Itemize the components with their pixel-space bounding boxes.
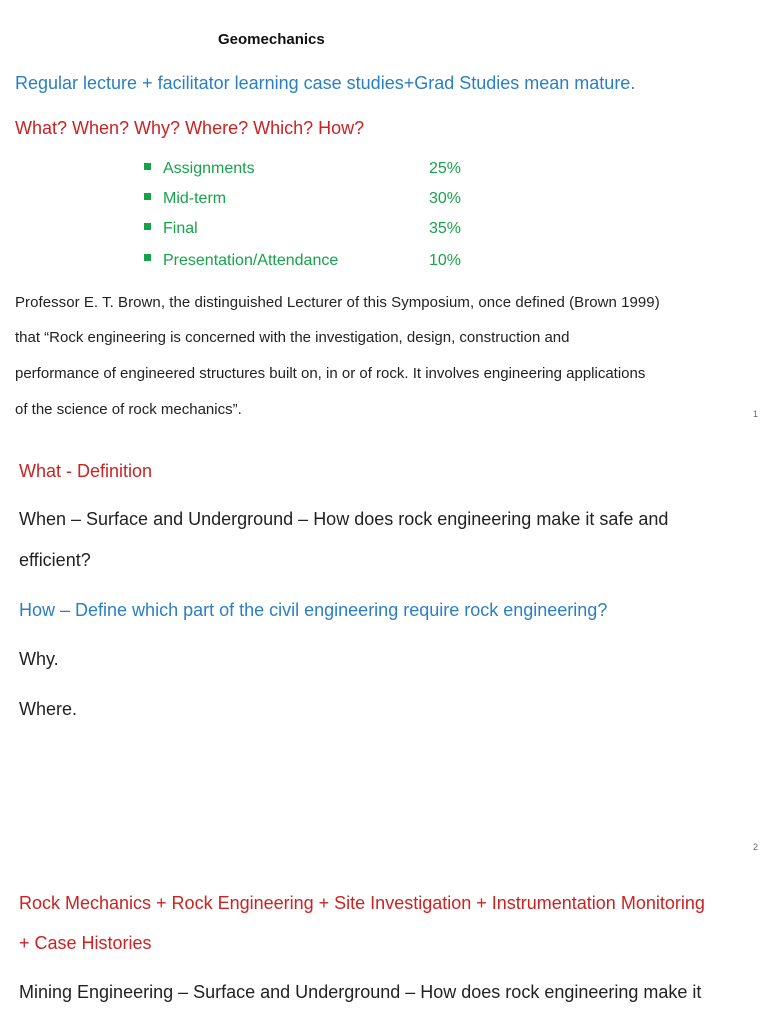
grading-label: Mid-term <box>163 190 227 207</box>
questions-line: What? When? Why? Where? Which? How? <box>15 118 365 138</box>
quote-line: performance of engineered structures built on, in or of rock. It involves engineering applications <box>15 365 646 382</box>
bullet-icon <box>144 223 151 230</box>
course-format-line: Regular lecture + facilitator learning case studies+Grad Studies mean mature. <box>15 73 636 93</box>
grading-label: Assignments <box>163 160 255 177</box>
when-line-continued: efficient? <box>19 550 91 570</box>
page-number: 1 <box>753 409 759 419</box>
quote-line: Professor E. T. Brown, the distinguished Lecturer of this Symposium, once defined (Brown 1999) <box>15 294 660 311</box>
where-line: Where. <box>19 699 78 719</box>
grading-percent: 35% <box>429 220 462 237</box>
topics-line-continued: + Case Histories <box>19 933 152 953</box>
quote-line: that “Rock engineering is concerned with the investigation, design, construction and <box>15 329 570 346</box>
bullet-icon <box>144 163 151 170</box>
grading-label: Presentation/Attendance <box>163 252 339 269</box>
bullet-icon <box>144 254 151 261</box>
mining-line: Mining Engineering – Surface and Underground – How does rock engineering make it <box>19 982 702 1002</box>
grading-label: Final <box>163 220 198 237</box>
topics-line: Rock Mechanics + Rock Engineering + Site Investigation + Instrumentation Monitoring <box>19 893 705 913</box>
what-heading: What - Definition <box>19 461 153 481</box>
when-line: When – Surface and Underground – How does rock engineering make it safe and <box>19 509 669 529</box>
bullet-icon <box>144 193 151 200</box>
how-line: How – Define which part of the civil engineering require rock engineering? <box>19 600 608 620</box>
grading-percent: 25% <box>429 160 462 177</box>
grading-percent: 30% <box>429 190 462 207</box>
grading-percent: 10% <box>429 252 462 269</box>
quote-line: of the science of rock mechanics”. <box>15 401 242 418</box>
page-title: Geomechanics <box>218 31 325 48</box>
why-line: Why. <box>19 649 59 669</box>
page-number: 2 <box>753 842 759 852</box>
